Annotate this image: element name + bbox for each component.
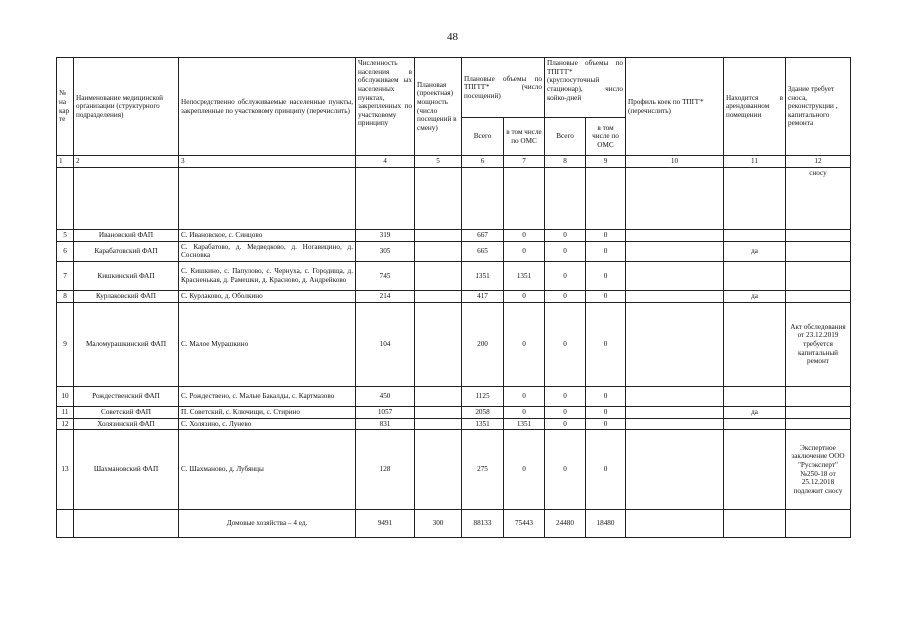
visits-total: 667 <box>462 229 504 241</box>
table-row <box>57 386 851 406</box>
organization-name: Кишкинский ФАП <box>74 261 179 290</box>
visits-total: 1351 <box>462 261 504 290</box>
repair-note <box>786 418 851 430</box>
population: 104 <box>356 302 415 386</box>
row-number: 7 <box>57 261 74 290</box>
visits-oms: 0 <box>504 302 545 386</box>
header-col-repair: Здание требует сноса, реконструкции , капитального ремонта <box>786 58 851 156</box>
bed-profile <box>626 386 724 406</box>
visits-oms: 0 <box>504 229 545 241</box>
repair-note: Акт обследования от 23.12.2019 требуется капитальный ремонт <box>786 302 851 386</box>
total-population: 9491 <box>356 510 415 538</box>
population: 745 <box>356 261 415 290</box>
visits-oms: 1351 <box>504 418 545 430</box>
beds-total: 0 <box>545 241 586 261</box>
header-col-visits: Плановые объемы по ТПГГГ* (число посещений) <box>462 58 545 118</box>
table-row <box>57 418 851 430</box>
rented <box>724 261 786 290</box>
repair-note <box>786 290 851 302</box>
beds-oms: 0 <box>586 302 626 386</box>
rented <box>724 386 786 406</box>
repair-note: сносу <box>786 167 851 229</box>
rented <box>724 418 786 430</box>
rented <box>724 229 786 241</box>
row-number: 9 <box>57 302 74 386</box>
capacity <box>415 290 462 302</box>
organization-name: Карабатовский ФАП <box>74 241 179 261</box>
bed-profile <box>626 430 724 510</box>
settlements: С. Малое Мурашкино <box>179 302 356 386</box>
header-col-capacity: Плановая (проектная) мощность (число посещений в смену) <box>415 58 462 156</box>
header-col-beds: Плановые объемы по ТПГГГ* (круглосуточный стационар), число койко-дней <box>545 58 626 118</box>
row-number: 6 <box>57 241 74 261</box>
organization-name: Курлаковский ФАП <box>74 290 179 302</box>
capacity <box>415 241 462 261</box>
organization-name: Маломурашкинский ФАП <box>74 302 179 386</box>
beds-total: 0 <box>545 430 586 510</box>
bed-profile <box>626 406 724 418</box>
visits-total: 275 <box>462 430 504 510</box>
beds-oms: 0 <box>586 290 626 302</box>
visits-oms: 0 <box>504 406 545 418</box>
column-number: 6 <box>462 156 504 168</box>
organization-name: Шахмановский ФАП <box>74 430 179 510</box>
visits-total: 2058 <box>462 406 504 418</box>
capacity <box>415 430 462 510</box>
row-number: 8 <box>57 290 74 302</box>
header-col-rented: Находится в арендованном помещении <box>724 58 786 156</box>
column-number: 11 <box>724 156 786 168</box>
rented <box>724 302 786 386</box>
table-row <box>57 229 851 241</box>
total-visits: 88133 <box>462 510 504 538</box>
rented: да <box>724 406 786 418</box>
table-row <box>57 241 851 261</box>
row-number: 10 <box>57 386 74 406</box>
table-row <box>57 302 851 386</box>
table-row <box>57 430 851 510</box>
column-number: 9 <box>586 156 626 168</box>
header-visits-oms: в том числе по ОМС <box>504 118 545 156</box>
total-capacity: 300 <box>415 510 462 538</box>
repair-note <box>786 386 851 406</box>
header-beds-total: Всего <box>545 118 586 156</box>
header-beds-oms: в том числе по ОМС <box>586 118 626 156</box>
header-col-settlements: Непосредственно обслуживаемые населенные пункты, закрепленные по участковому принципу (перечислить) <box>179 58 356 156</box>
repair-note <box>786 406 851 418</box>
column-number: 8 <box>545 156 586 168</box>
beds-total: 0 <box>545 406 586 418</box>
repair-note <box>786 261 851 290</box>
bed-profile <box>626 229 724 241</box>
capacity <box>415 302 462 386</box>
beds-total: 0 <box>545 302 586 386</box>
header-col-bed-profile: Профиль коек по ТПГГ* (перечислить) <box>626 58 724 156</box>
settlements: С. Кишкино, с. Папулово, с. Чернуха, с. Городища, д. Красненькая, д. Рамешки, д. Красново, д. Андрейково <box>179 261 356 290</box>
capacity <box>415 418 462 430</box>
visits-oms: 0 <box>504 430 545 510</box>
beds-oms: 0 <box>586 229 626 241</box>
totals-label: Домовые хозяйства – 4 ед. <box>179 510 356 538</box>
column-number: 4 <box>356 156 415 168</box>
header-row-top <box>57 58 851 118</box>
visits-oms: 1351 <box>504 261 545 290</box>
population: 450 <box>356 386 415 406</box>
settlements: С. Шахманово, д. Лубянцы <box>179 430 356 510</box>
bed-profile <box>626 261 724 290</box>
organization-name: Холязинский ФАП <box>74 418 179 430</box>
beds-total: 0 <box>545 418 586 430</box>
visits-total: 1351 <box>462 418 504 430</box>
table-row <box>57 261 851 290</box>
population: 319 <box>356 229 415 241</box>
capacity <box>415 229 462 241</box>
header-col-organization: Наименование медицинской организации (структурного подразделения) <box>74 58 179 156</box>
visits-total: 200 <box>462 302 504 386</box>
beds-oms: 0 <box>586 241 626 261</box>
row-number: 5 <box>57 229 74 241</box>
column-number: 2 <box>74 156 179 168</box>
row-number: 13 <box>57 430 74 510</box>
settlements: П. Советский, с. Ключищи, с. Стирино <box>179 406 356 418</box>
total-visits-oms: 75443 <box>504 510 545 538</box>
row-number: 11 <box>57 406 74 418</box>
beds-total: 0 <box>545 229 586 241</box>
organization-name: Рождественский ФАП <box>74 386 179 406</box>
bed-profile <box>626 241 724 261</box>
header-col-population: Численность населения в обслуживаем ых населенных пунктах, закрепленных по участковому принципу <box>356 58 415 156</box>
visits-oms: 0 <box>504 386 545 406</box>
capacity <box>415 261 462 290</box>
settlements: С. Ивановское, с. Синцово <box>179 229 356 241</box>
bed-profile <box>626 418 724 430</box>
beds-total: 0 <box>545 261 586 290</box>
beds-total: 0 <box>545 386 586 406</box>
capacity <box>415 406 462 418</box>
table-row <box>57 406 851 418</box>
repair-note: Экспертное заключение ООО "Русэксперт" №250-18 от 25.12.2018 подлежит сносу <box>786 430 851 510</box>
row-number: 12 <box>57 418 74 430</box>
total-beds: 24480 <box>545 510 586 538</box>
population: 831 <box>356 418 415 430</box>
column-number: 12 <box>786 156 851 168</box>
beds-oms: 0 <box>586 430 626 510</box>
column-number: 3 <box>179 156 356 168</box>
column-number: 5 <box>415 156 462 168</box>
settlements: С. Курлаково, д. Оболкино <box>179 290 356 302</box>
repair-note <box>786 229 851 241</box>
capacity <box>415 386 462 406</box>
organization-name: Советский ФАП <box>74 406 179 418</box>
beds-oms: 0 <box>586 406 626 418</box>
population: 1057 <box>356 406 415 418</box>
beds-oms: 0 <box>586 418 626 430</box>
column-number: 7 <box>504 156 545 168</box>
settlements: С. Рождествено, с. Малые Бакалды, с. Картмазово <box>179 386 356 406</box>
beds-total: 0 <box>545 290 586 302</box>
column-number-row <box>57 156 851 168</box>
visits-total: 1125 <box>462 386 504 406</box>
rented: да <box>724 241 786 261</box>
total-beds-oms: 18480 <box>586 510 626 538</box>
page-number: 48 <box>447 31 458 43</box>
header-col-number: № на кар те <box>57 58 74 156</box>
visits-total: 665 <box>462 241 504 261</box>
rented <box>724 430 786 510</box>
population: 128 <box>356 430 415 510</box>
medical-organizations-table <box>56 57 851 538</box>
column-number: 1 <box>57 156 74 168</box>
bed-profile <box>626 302 724 386</box>
settlements: С. Холязино, с. Лунево <box>179 418 356 430</box>
totals-row <box>57 510 851 538</box>
visits-total: 417 <box>462 290 504 302</box>
beds-oms: 0 <box>586 261 626 290</box>
settlements: С. Карабатово, д. Медведково, д. Ногавицино, д. Сосновка <box>179 241 356 261</box>
repair-note <box>786 241 851 261</box>
rented: да <box>724 290 786 302</box>
table-row-continued <box>57 167 851 229</box>
column-number: 10 <box>626 156 724 168</box>
bed-profile <box>626 290 724 302</box>
organization-name: Ивановский ФАП <box>74 229 179 241</box>
table-row <box>57 290 851 302</box>
population: 305 <box>356 241 415 261</box>
visits-oms: 0 <box>504 290 545 302</box>
population: 214 <box>356 290 415 302</box>
beds-oms: 0 <box>586 386 626 406</box>
visits-oms: 0 <box>504 241 545 261</box>
header-visits-total: Всего <box>462 118 504 156</box>
